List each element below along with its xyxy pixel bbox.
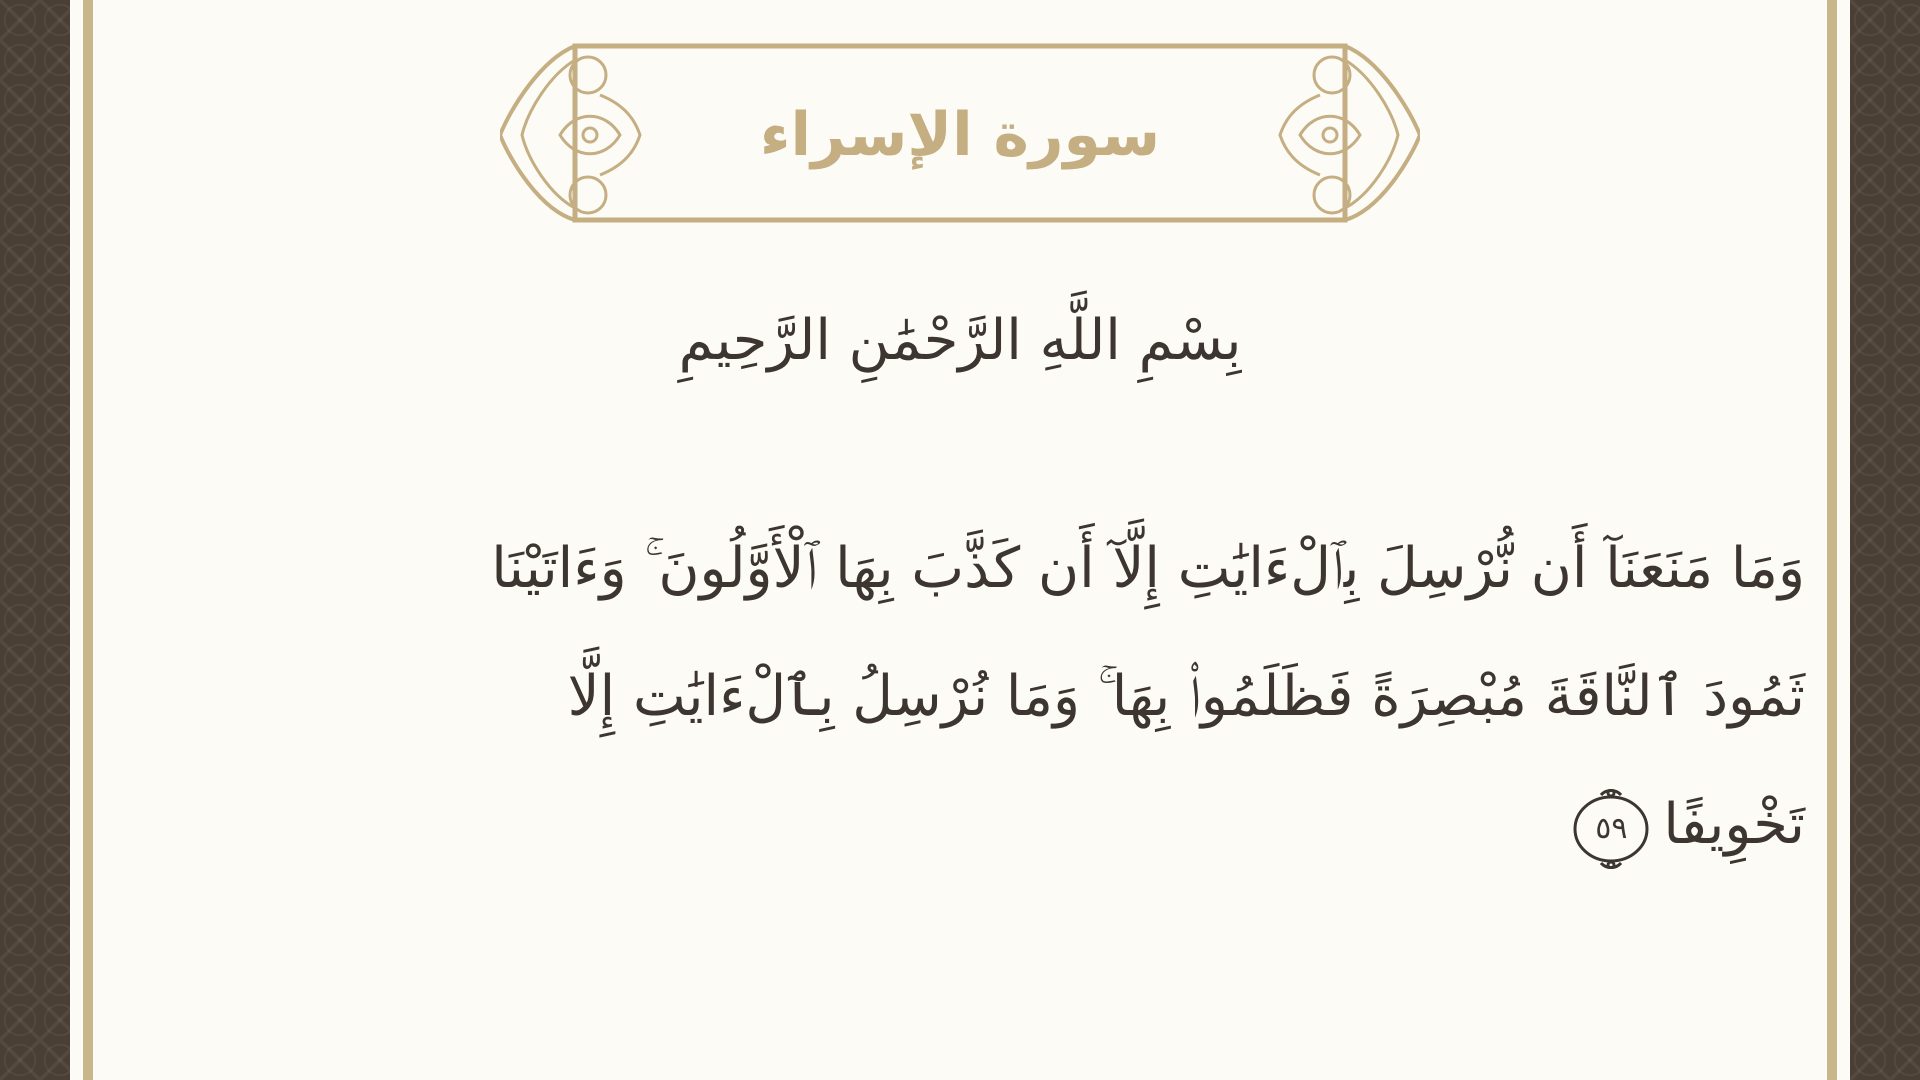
- verse-line-2: ثَمُودَ ٱلنَّاقَةَ مُبْصِرَةً فَظَلَمُوا۟ بِهَا ۚ وَمَا نُرْسِلُ بِٱلْءَايَٰتِ إِلَّا: [567, 664, 1805, 729]
- ayah-number: ٥٩: [1595, 810, 1628, 846]
- ayah-number-marker: [1571, 789, 1651, 869]
- surah-title: سورة الإسراء: [759, 100, 1161, 170]
- verse-line-3-text: تَخْوِيفًا: [1663, 792, 1805, 857]
- right-gold-rule: [1827, 0, 1837, 1080]
- verse-line-3: [270, 761, 1805, 889]
- basmala-calligraphy: بِسْمِ اللَّهِ الرَّحْمَٰنِ الرَّحِيمِ: [678, 307, 1242, 373]
- surah-title-banner: [500, 40, 1420, 230]
- verse-text: [270, 505, 1805, 889]
- right-ornamental-border: [1850, 0, 1920, 1080]
- left-gold-rule: [83, 0, 93, 1080]
- verse-line-1: وَمَا مَنَعَنَآ أَن نُّرْسِلَ بِٱلْءَايَٰتِ إِلَّآ أَن كَذَّبَ بِهَا ٱلْأَوَّلُونَ ۚ وَءَاتَيْنَا: [491, 536, 1805, 601]
- left-ornamental-border: [0, 0, 70, 1080]
